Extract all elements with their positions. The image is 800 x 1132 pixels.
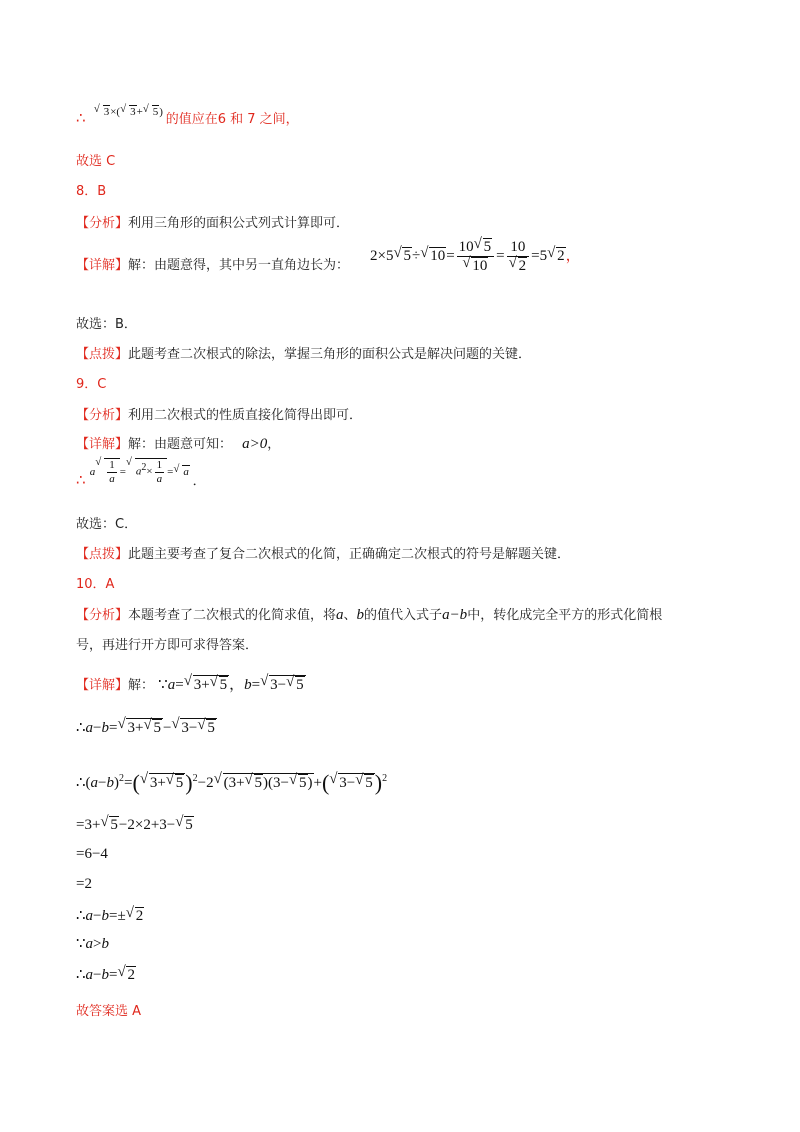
given-values: ∵a=√ 3+√ 5 ，b=√ 3−√ 5 [158,677,305,693]
conclusion-line-q7 [76,108,299,127]
q8-tip [76,343,531,362]
q9-detail [76,433,280,453]
step-1: ∴a−b=√ 3+√ 5 −√ 3−√ 5 [76,718,217,737]
tip-text: 此题考查二次根式的除法，掌握三角形的面积公式是解决问题的关键． [128,347,532,362]
formula-tail: ． [192,473,206,489]
formula-tail: ， [565,248,581,265]
detail-tag: 【详解】 [76,678,129,693]
therefore-symbol: ∴ [76,470,86,489]
var-a: a [336,607,344,623]
q10-answer: 10．A [76,577,115,592]
tip-tag: 【点拨】 [76,547,129,562]
var-b: b [356,607,365,623]
step-2: $\therefore(a-b)^2=(√$ 3+√ 5)$^2$−2√ (3+√ 5)(3−√ 5)+(√ 3−√ 5)$^2$ [76,770,387,796]
condition: a>0 [242,436,268,452]
q10-analysis-cont: 号，再进行开方即可求得答案． [76,638,259,653]
tip-tag: 【点拨】 [76,347,129,362]
step-4: =6−4 [76,846,108,862]
detail-text: 解： [128,678,155,693]
q8-choose: 故选：B． [76,317,137,332]
analysis-tag: 【分析】 [76,608,129,623]
q9-formula: a √ $\frac{1}{a}$ =√ a2× $\frac{1}{a}$ =√ a [90,466,193,478]
detail-tag: 【详解】 [76,258,129,273]
final-answer: 故答案选 A [76,1004,142,1019]
analysis-text-a: 本题考查了二次根式的化简求值，将 [128,608,337,623]
step-5: =2 [76,876,92,892]
analysis-text-c: 中，转化成完全平方的形式化简根 [467,608,663,623]
detail-text: 解：由题意可知： [128,437,233,452]
detail-text: 解：由题意得，其中另一直角边长为： [128,258,350,273]
q9-analysis [76,404,362,423]
range-text: 的值应在6 和 7 之间， [165,112,299,127]
choice-c-line: 故选 C [76,154,116,169]
q8-formula: 2×5√ 5÷√ 10= 10√ 5 √ 10 = 10 √ 2 =5√ 2， [370,238,581,276]
therefore-symbol: ∴ [76,109,86,127]
detail-tag: 【详解】 [76,437,129,452]
analysis-text-b: 的值代入式子 [364,608,443,623]
q9-choose: 故选：C． [76,517,138,532]
step-6: ∴a−b=±√ 2 [76,906,144,925]
condition-tail: ， [267,437,281,452]
q8-answer: 8．B [76,184,107,199]
expr-a-minus-b: a−b [442,607,468,623]
step-7: ∵a>b [76,936,110,952]
step-8: ∴a−b=√ 2 [76,965,136,984]
q9-tip [76,543,570,562]
tip-text: 此题主要考查了复合二次根式的化简，正确确定二次根式的符号是解题关键． [128,547,571,562]
q8-analysis [76,212,349,231]
q8-detail [76,254,349,273]
q9-formula-line [76,458,206,489]
q9-answer: 9．C [76,377,107,392]
analysis-tag: 【分析】 [76,408,129,423]
q10-analysis [76,604,662,624]
step-3: =3+√ 5−2×2+3−√ 5 [76,816,194,834]
expression-sqrt3-times: √ $^{3\times(√ 3+√ 5)}$ [94,106,166,118]
analysis-tag: 【分析】 [76,216,129,231]
separator: 、 [343,608,357,623]
analysis-text: 利用二次根式的性质直接化简得出即可． [128,408,363,423]
q10-detail [76,673,306,694]
analysis-text: 利用三角形的面积公式列式计算即可． [128,216,350,231]
